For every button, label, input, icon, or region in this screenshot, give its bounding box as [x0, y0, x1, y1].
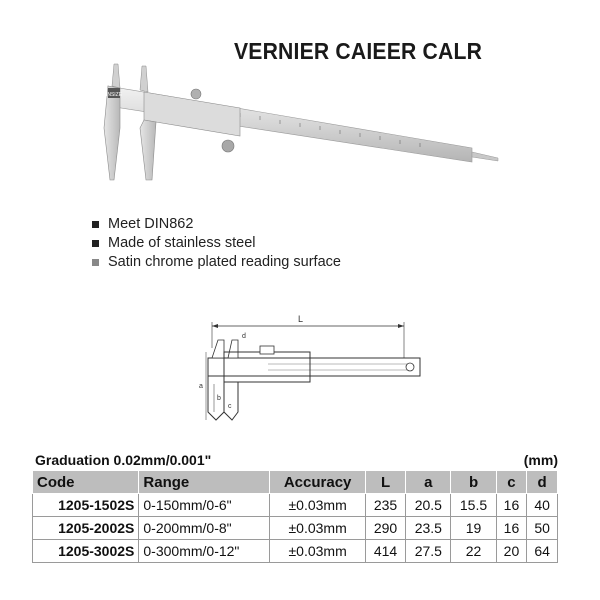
column-header: d [527, 471, 558, 494]
label-c: c [228, 403, 232, 410]
b-cell: 19 [451, 517, 496, 540]
column-header: Range [139, 471, 270, 494]
table-row [33, 517, 558, 540]
c-cell: 16 [496, 517, 527, 540]
column-header: Code [33, 471, 139, 494]
accuracy-cell: ±0.03mm [270, 540, 365, 563]
list-item: Satin chrome plated reading surface [92, 253, 341, 272]
a-cell: 20.5 [406, 494, 451, 517]
table-header-row [33, 471, 558, 494]
column-header: a [406, 471, 451, 494]
graduation-label: Graduation 0.02mm/0.001" [35, 452, 212, 468]
code-cell: 1205-1502S [33, 494, 139, 517]
a-cell: 27.5 [406, 540, 451, 563]
c-cell: 20 [496, 540, 527, 563]
feature-list [92, 215, 341, 272]
brand-mark: INSIZE [105, 92, 123, 98]
code-cell: 1205-2002S [33, 517, 139, 540]
table-row [33, 494, 558, 517]
a-cell: 23.5 [406, 517, 451, 540]
list-item: Made of stainless steel [92, 234, 341, 253]
c-cell: 16 [496, 494, 527, 517]
range-cell: 0-300mm/0-12" [139, 540, 270, 563]
d-cell: 40 [527, 494, 558, 517]
column-header: b [451, 471, 496, 494]
L-cell: 414 [365, 540, 405, 563]
b-cell: 15.5 [451, 494, 496, 517]
L-cell: 290 [365, 517, 405, 540]
dimension-diagram [198, 308, 430, 428]
L-cell: 235 [365, 494, 405, 517]
column-header: Accuracy [270, 471, 365, 494]
range-cell: 0-200mm/0-8" [139, 517, 270, 540]
label-b: b [217, 395, 221, 402]
label-L: L [298, 314, 304, 324]
unit-label: (mm) [523, 452, 558, 468]
table-row [33, 540, 558, 563]
accuracy-cell: ±0.03mm [270, 517, 365, 540]
bullet-icon [92, 221, 99, 228]
bullet-icon [92, 240, 99, 247]
d-cell: 64 [527, 540, 558, 563]
b-cell: 22 [451, 540, 496, 563]
page-title: VERNIER CAIEER CALR [234, 38, 483, 64]
column-header: L [365, 471, 405, 494]
range-cell: 0-150mm/0-6" [139, 494, 270, 517]
caliper-photo [100, 58, 500, 188]
label-d: d [242, 333, 246, 340]
accuracy-cell: ±0.03mm [270, 494, 365, 517]
label-a: a [199, 383, 203, 390]
spec-table [32, 470, 558, 563]
list-item: Meet DIN862 [92, 215, 341, 234]
column-header: c [496, 471, 527, 494]
code-cell: 1205-3002S [33, 540, 139, 563]
bullet-icon [92, 259, 99, 266]
d-cell: 50 [527, 517, 558, 540]
